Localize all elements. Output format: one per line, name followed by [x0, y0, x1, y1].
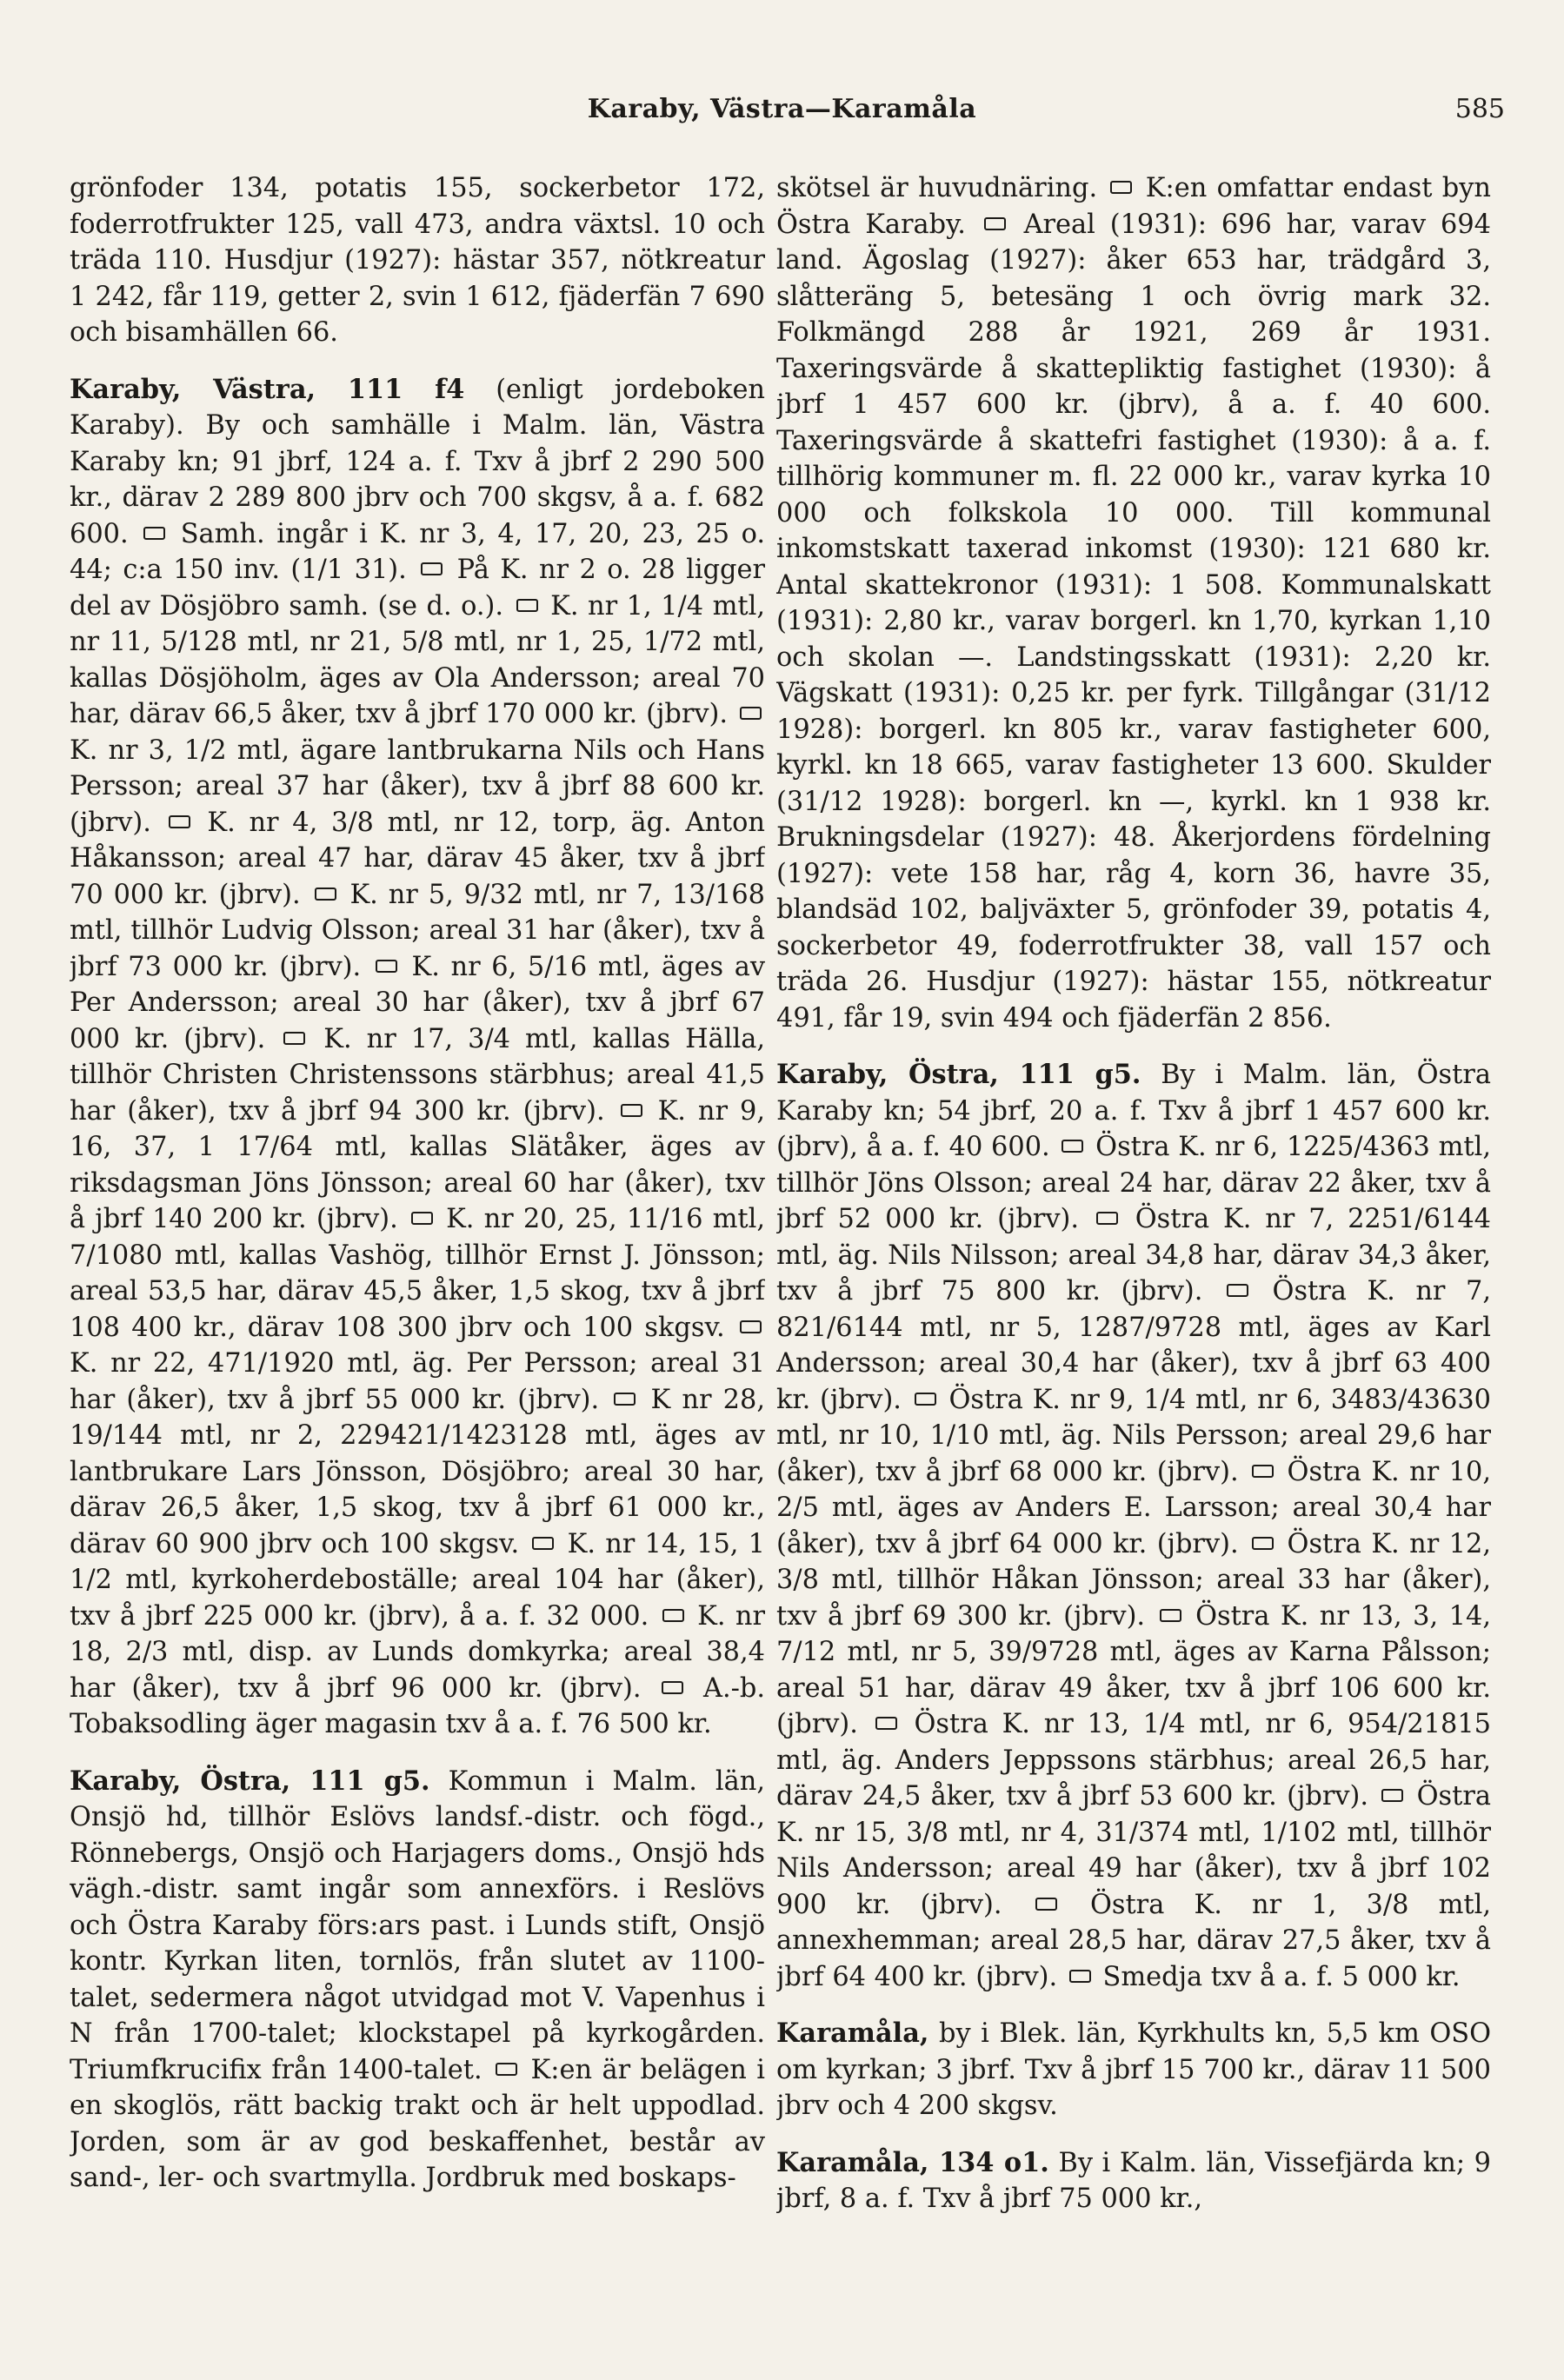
- entry-text: (enligt jordeboken Karaby). By och samhälle i Malm. län, Västra Karaby kn; 91 jbrf, 124 a. f. Txv å jbrf 2 290 500 kr., därav 2 289 800 jbrv och 700 skgsv, å a. f. 682 600. Samh. ingår i K. nr 3, 4, 17, 20, 23, 25 o. 44; c:a 150 inv. (1/1 31). På K. nr 2 o. 28 ligger del av Dösjöbro samh. (se d. o.). K. nr 1, 1/4 mtl, nr 11, 5/128 mtl, nr 21, 5/8 mtl, nr 1, 25, 1/72 mtl, kallas Dösjöholm, äges av Ola Andersson; areal 70 har, därav 66,5 åker, txv å jbrf 170 000 kr. (jbrv). K. nr 3, 1/2 mtl, ägare lantbrukarna Nils och Hans Persson; areal 37 har (åker), txv å jbrf 88 600 kr. (jbrv). K. nr 4, 3/8 mtl, nr 12, torp, äg. Anton Håkansson; areal 47 har, därav 45 åker, txv å jbrf 70 000 kr. (jbrv). K. nr 5, 9/32 mtl, nr 7, 13/168 mtl, tillhör Ludvig Olsson; areal 31 har (åker), txv å jbrf 73 000 kr. (jbrv). K. nr 6, 5/16 mtl, äges av Per Andersson; areal 30 har (åker), txv å jbrf 67 000 kr. (jbrv). K. nr 17, 3/4 mtl, kallas Hälla, tillhör Christen Christenssons stärbhus; areal 41,5 har (åker), txv å jbrf 94 300 kr. (jbrv). K. nr 9, 16, 37, 1 17/64 mtl, kallas Slätåker, äges av riksdagsman Jöns Jönsson; areal 60 har (åker), txv å jbrf 140 200 kr. (jbrv). K. nr 20, 25, 11/16 mtl, 7/1080 mtl, kallas Vashög, tillhör Ernst J. Jönsson; areal 53,5 har, därav 45,5 åker, 1,5 skog, txv å jbrf 108 400 kr., därav 108 300 jbrv och 100 skgsv. K. nr 22, 471/1920 mtl, äg. Per Persson; areal 31 har (åker), txv å jbrf 55 000 kr. (jbrv). K nr 28, 19/144 mtl, nr 2, 229421/1423128 mtl, äges av lantbrukare Lars Jönsson, Dösjöbro; areal 30 har, därav 26,5 åker, 1,5 skog, txv å jbrf 61 000 kr., därav 60 900 jbrv och 100 skgsv. K. nr 14, 15, 1 1/2 mtl, kyrkoherdeboställe; areal 104 har (åker), txv å jbrf 225 000 kr. (jbrv), å a. f. 32 000. K. nr 18, 2/3 mtl, disp. av Lunds domkyrka; areal 38,4 har (åker), txv å jbrf 96 000 kr. (jbrv). A.-b. Tobaksodling äger magasin txv å a. f. 76 500 kr.: [70, 374, 765, 1739]
- separator-square-icon: [875, 1717, 897, 1730]
- right-column: [776, 170, 1491, 2309]
- separator-square-icon: [1381, 1789, 1403, 1802]
- entry-karaby-ostra-kommun: [70, 1764, 765, 2197]
- separator-square-icon: [516, 599, 538, 612]
- separator-square-icon: [1252, 1537, 1274, 1550]
- separator-square-icon: [283, 1032, 305, 1045]
- separator-square-icon: [169, 815, 190, 828]
- separator-square-icon: [1252, 1465, 1274, 1478]
- entry-text: by i Blek. län, Kyrkhults kn, 5,5 km OSO om kyrkan; 3 jbrf. Txv å jbrf 15 700 kr., därav 11 500 jbrv och 4 200 skgsv.: [776, 2018, 1491, 2121]
- running-title: Karaby, Västra—Karamåla: [587, 94, 977, 124]
- separator-square-icon: [1096, 1212, 1118, 1225]
- entry-continuation: [776, 170, 1491, 1036]
- separator-square-icon: [1062, 1140, 1083, 1153]
- separator-square-icon: [411, 1212, 433, 1225]
- separator-square-icon: [143, 527, 165, 540]
- separator-square-icon: [315, 888, 336, 901]
- separator-square-icon: [421, 562, 443, 575]
- separator-square-icon: [1069, 1970, 1091, 1983]
- entry-headword: Karamåla,: [776, 2018, 929, 2049]
- separator-square-icon: [1035, 1898, 1057, 1911]
- page-header: [0, 94, 1564, 137]
- separator-square-icon: [662, 1609, 684, 1622]
- entry-karaby-ostra-by: [776, 1057, 1491, 1995]
- entry-headword: Karamåla, 134 o1.: [776, 2146, 1049, 2178]
- separator-square-icon: [621, 1104, 642, 1117]
- entry-karamala-blek: [776, 2016, 1491, 2124]
- left-column: [70, 170, 765, 2309]
- separator-square-icon: [1160, 1609, 1181, 1622]
- separator-square-icon: [376, 960, 397, 973]
- entry-headword: Karaby, Östra, 111 g5.: [776, 1059, 1141, 1090]
- separator-square-icon: [740, 1320, 762, 1333]
- entry-continuation: [70, 170, 765, 351]
- separator-square-icon: [614, 1393, 636, 1406]
- separator-square-icon: [984, 217, 1006, 230]
- separator-square-icon: [915, 1393, 936, 1406]
- page-number: 585: [1454, 94, 1505, 124]
- separator-square-icon: [740, 707, 762, 720]
- entry-karaby-vastra: [70, 372, 765, 1743]
- entry-text: skötsel är huvudnäring. K:en omfattar endast byn Östra Karaby. Areal (1931): 696 har, varav 694 land. Ägoslag (1927): åker 653 har, trädgård 3, slåtteräng 5, betesäng 1 och övrig mark 32. Folkmängd 288 år 1921, 269 år 1931. Taxeringsvärde å skattepliktig fastighet (1930): å jbrf 1 457 600 kr. (jbrv), å a. f. 40 600. Taxeringsvärde å skattefri fastighet (1930): å a. f. tillhörig kommuner m. fl. 22 000 kr., varav kyrka 10 000 och folkskola 10 000. Till kommunal inkomstskatt taxerad inkomst (1930): 121 680 kr. Antal skattekronor (1931): 1 508. Kommunalskatt (1931): 2,80 kr., varav borgerl. kn 1,70, kyrkan 1,10 och skolan —. Landstingsskatt (1931): 2,20 kr. Vägskatt (1931): 0,25 kr. per fyrk. Tillgångar (31/12 1928): borgerl. kn 805 kr., varav fastigheter 600, kyrkl. kn 18 665, varav fastigheter 13 600. Skulder (31/12 1928): borgerl. kn —, kyrkl. kn 1 938 kr. Brukningsdelar (1927): 48. Åkerjordens fördelning (1927): vete 158 har, råg 4, korn 36, havre 35, blandsäd 102, baljväxter 5, grönfoder 39, potatis 4, sockerbetor 49, foderrotfrukter 38, vall 157 och träda 26. Husdjur (1927): hästar 155, nötkreatur 491, får 19, svin 494 och fjäderfän 2 856.: [776, 173, 1491, 1034]
- separator-square-icon: [1110, 181, 1132, 194]
- separator-square-icon: [662, 1681, 683, 1694]
- separator-square-icon: [1227, 1284, 1248, 1297]
- entry-headword: Karaby, Västra, 111 f4: [70, 373, 465, 405]
- entry-text: By i Malm. län, Östra Karaby kn; 54 jbrf, 20 a. f. Txv å jbrf 1 457 600 kr. (jbrv), å a. f. 40 600. Östra K. nr 6, 1225/4363 mtl, tillhör Jöns Olsson; areal 24 har, därav 22 åker, txv å jbrf 52 000 kr. (jbrv). Östra K. nr 7, 2251/6144 mtl, äg. Nils Nilsson; areal 34,8 har, därav 34,3 åker, txv å jbrf 75 800 kr. (jbrv). Östra K. nr 7, 821/6144 mtl, nr 5, 1287/9728 mtl, äges av Karl Andersson; areal 30,4 har (åker), txv å jbrf 63 400 kr. (jbrv). Östra K. nr 9, 1/4 mtl, nr 6, 3483/43630 mtl, nr 10, 1/10 mtl, äg. Nils Persson; areal 29,6 har (åker), txv å jbrf 68 000 kr. (jbrv). Östra K. nr 10, 2/5 mtl, äges av Anders E. Larsson; areal 30,4 har (åker), txv å jbrf 64 000 kr. (jbrv). Östra K. nr 12, 3/8 mtl, tillhör Håkan Jönsson; areal 33 har (åker), txv å jbrf 69 300 kr. (jbrv). Östra K. nr 13, 3, 14, 7/12 mtl, nr 5, 39/9728 mtl, äges av Karna Pålsson; areal 51 har, därav 49 åker, txv å jbrf 106 600 kr. (jbrv). Östra K. nr 13, 1/4 mtl, nr 6, 954/21815 mtl, äg. Anders Jeppssons stärbhus; areal 26,5 har, därav 24,5 åker, txv å jbrf 53 600 kr. (jbrv). Östra K. nr 15, 3/8 mtl, nr 4, 31/374 mtl, 1/102 mtl, tillhör Nils Andersson; areal 49 har (åker), txv å jbrf 102 900 kr. (jbrv). Östra K. nr 1, 3/8 mtl, annexhemman; areal 28,5 har, därav 27,5 åker, txv å jbrf 64 400 kr. (jbrv). Smedja txv å a. f. 5 000 kr.: [776, 1060, 1491, 1992]
- entry-headword: Karaby, Östra, 111 g5.: [70, 1765, 430, 1797]
- entry-karamala-kalm: [776, 2145, 1491, 2217]
- entry-text: grönfoder 134, potatis 155, sockerbetor 172, foderrotfrukter 125, vall 473, andra växtsl. 10 och träda 110. Husdjur (1927): hästar 357, nötkreatur 1 242, får 119, getter 2, svin 1 612, fjäderfän 7 690 och bisamhällen 66.: [70, 173, 765, 348]
- separator-square-icon: [496, 2063, 517, 2076]
- entry-text: Kommun i Malm. län, Onsjö hd, tillhör Eslövs landsf.-distr. och fögd., Rönnebergs, Onsjö och Harjagers doms., Onsjö hds vägh.-distr. samt ingår som annexförs. i Reslövs och Östra Karaby förs:ars past. i Lunds stift, Onsjö kontr. Kyrkan liten, tornlös, från slutet av 1100-talet, sedermera något utvidgad mot V. Vapenhus i N från 1700-talet; klockstapel på kyrkogården. Triumfkrucifix från 1400-talet. K:en är belägen i en skoglös, rätt backig trakt och är helt uppodlad. Jorden, som är av god beskaffenhet, består av sand-, ler- och svartmylla. Jordbruk med boskaps-: [70, 1765, 765, 2193]
- entry-text: By i Kalm. län, Vissefjärda kn; 9 jbrf, 8 a. f. Txv å jbrf 75 000 kr.,: [776, 2147, 1491, 2214]
- separator-square-icon: [532, 1537, 554, 1550]
